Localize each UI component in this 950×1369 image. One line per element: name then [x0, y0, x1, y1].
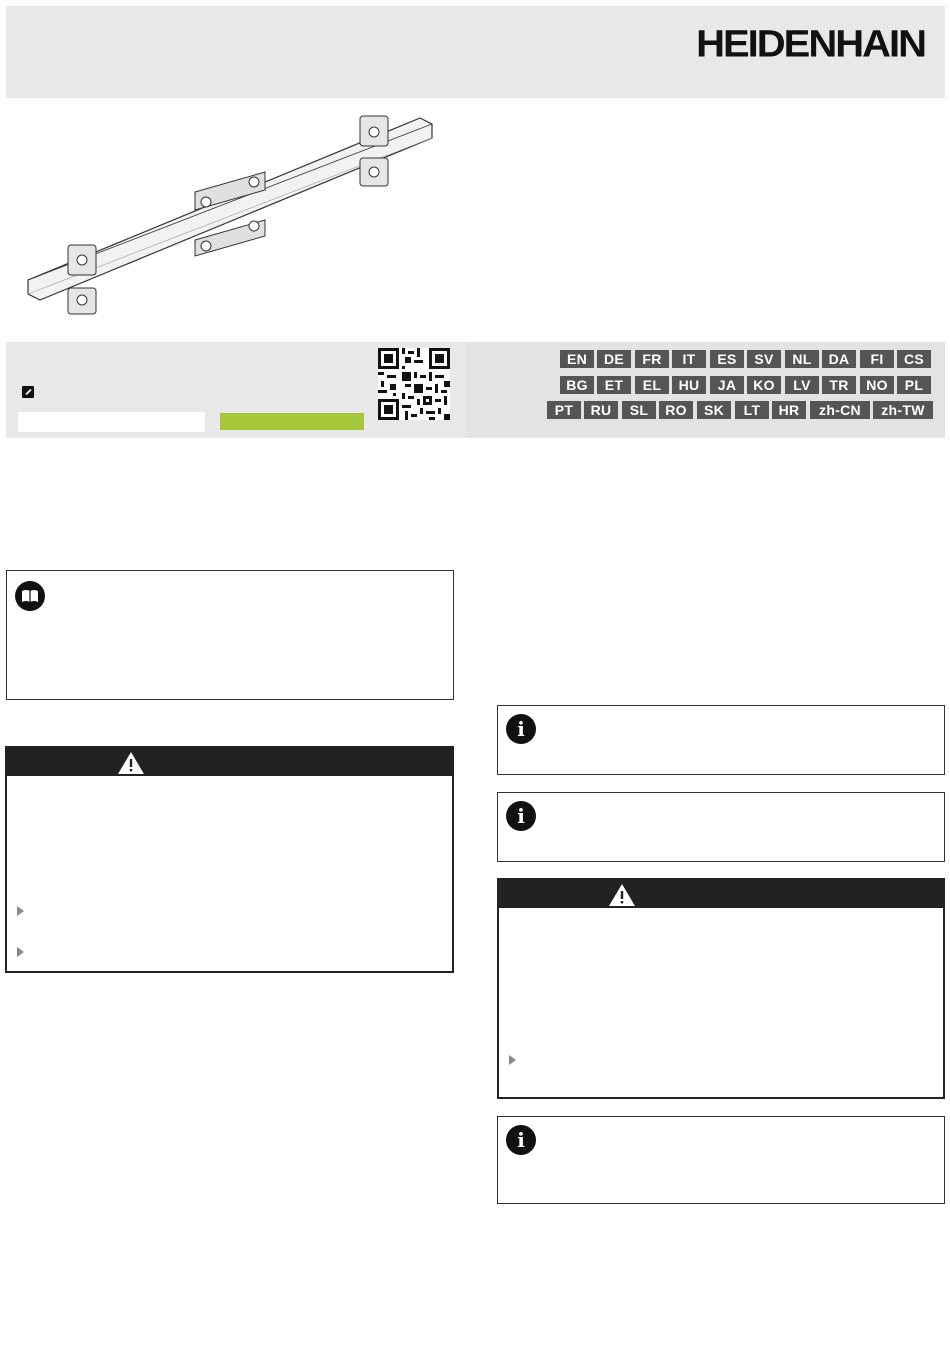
lang-tag[interactable]: RO [659, 401, 693, 419]
document-id-field [18, 412, 205, 432]
lang-tag[interactable]: PT [547, 401, 581, 419]
lang-tag[interactable]: zh-CN [810, 401, 870, 419]
lang-tag[interactable]: IT [672, 350, 706, 368]
warning-header [7, 748, 452, 776]
lang-tag[interactable]: DE [597, 350, 631, 368]
lang-tag[interactable]: KO [747, 376, 781, 394]
lang-tag[interactable]: ES [710, 350, 744, 368]
qr-code-icon[interactable] [378, 348, 450, 420]
lang-tag[interactable]: SK [697, 401, 731, 419]
lang-tag[interactable]: LT [735, 401, 769, 419]
lang-tag[interactable]: SL [622, 401, 656, 419]
lang-tag[interactable]: EN [560, 350, 594, 368]
info-note-box-3 [497, 1116, 945, 1204]
lang-tag[interactable]: SV [747, 350, 781, 368]
manual-note-box [6, 570, 454, 700]
lang-tag[interactable]: HU [672, 376, 706, 394]
book-icon [15, 581, 45, 611]
warning-header [499, 880, 943, 908]
lang-tag[interactable]: RU [584, 401, 618, 419]
lang-tag[interactable]: FI [860, 350, 894, 368]
info-icon: i [506, 714, 536, 744]
lang-tag[interactable]: TR [822, 376, 856, 394]
lang-tag[interactable]: NL [785, 350, 819, 368]
lang-tag[interactable]: CS [897, 350, 931, 368]
triangle-bullet-icon [17, 906, 24, 916]
lang-tag[interactable]: PL [897, 376, 931, 394]
warning-triangle-icon [117, 751, 145, 775]
header-band [6, 6, 945, 98]
lang-tag[interactable]: JA [710, 376, 744, 394]
version-highlight-bar [220, 413, 364, 430]
external-link-icon[interactable] [22, 386, 34, 398]
warning-triangle-icon [608, 883, 636, 907]
info-icon: i [506, 1125, 536, 1155]
heidenhain-logo: HEIDENHAIN [696, 23, 925, 65]
lang-tag[interactable]: BG [560, 376, 594, 394]
lang-tag[interactable]: NO [860, 376, 894, 394]
triangle-bullet-icon [509, 1055, 516, 1065]
lang-tag[interactable]: HR [772, 401, 806, 419]
lang-tag[interactable]: EL [635, 376, 669, 394]
info-note-box-1 [497, 705, 945, 775]
info-icon: i [506, 801, 536, 831]
triangle-bullet-icon [17, 947, 24, 957]
lang-tag[interactable]: LV [785, 376, 819, 394]
lang-tag[interactable]: zh-TW [873, 401, 933, 419]
lang-tag[interactable]: DA [822, 350, 856, 368]
lang-tag[interactable]: ET [597, 376, 631, 394]
product-illustration [20, 110, 460, 320]
warning-box-right [497, 878, 945, 1099]
info-note-box-2 [497, 792, 945, 862]
warning-box-left [5, 746, 454, 973]
info-band [6, 342, 945, 438]
lang-tag[interactable]: FR [635, 350, 669, 368]
language-selector [466, 342, 945, 438]
